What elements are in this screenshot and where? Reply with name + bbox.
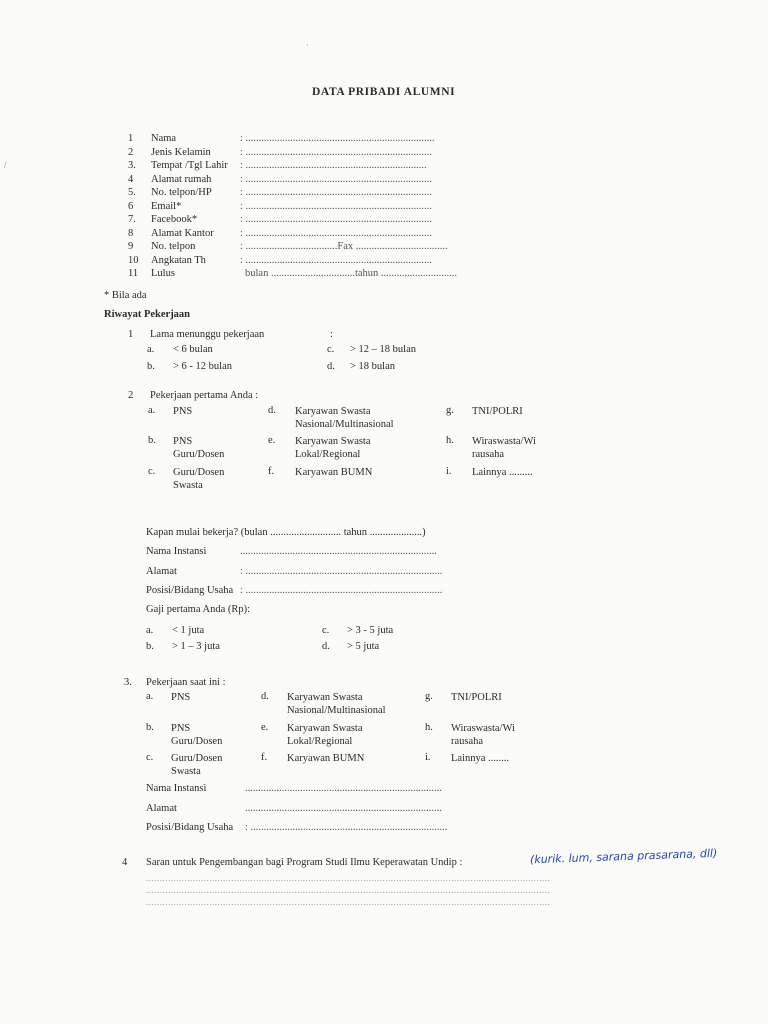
q1-option-text: > 18 bulan bbox=[350, 361, 395, 372]
q1-option-letter: a. bbox=[147, 344, 155, 355]
q1-colon: : bbox=[330, 329, 333, 340]
q3-field-fill: ........................................................................... bbox=[245, 802, 442, 814]
q2-option-letter: a. bbox=[148, 405, 156, 416]
q3-option-text: Wiraswasta/Wi rausaha bbox=[451, 723, 515, 747]
personal-item-fill: : ....................................................................... bbox=[240, 173, 432, 185]
q2-option-text: Lainnya ......... bbox=[472, 467, 533, 478]
q2-option-letter: f. bbox=[268, 466, 275, 477]
q1-option-text: > 6 - 12 bulan bbox=[173, 361, 232, 372]
q2-option-text: Karyawan BUMN bbox=[295, 467, 373, 478]
q3-option-letter: d. bbox=[261, 691, 269, 702]
q2-salary-label: Gaji pertama Anda (Rp): bbox=[146, 604, 251, 615]
q2-option-letter: i. bbox=[446, 466, 452, 477]
work-history-heading: Riwayat Pekerjaan bbox=[104, 309, 191, 320]
personal-item-fill: : ....................................................................... bbox=[240, 214, 432, 225]
q2-option-text: Karyawan Swasta Lokal/Regional bbox=[295, 436, 371, 460]
q2-option-text: PNS Guru/Dosen bbox=[173, 436, 225, 460]
q2-field-fill: : ........................................................................... bbox=[240, 565, 443, 577]
q2-field-fill: : ........................................................................... bbox=[240, 585, 443, 596]
q1-option-text: < 6 bulan bbox=[173, 344, 213, 355]
q2-salary-letter: b. bbox=[146, 641, 154, 652]
q2-salary-text: > 1 – 3 juta bbox=[172, 641, 220, 652]
q2-start-date: Kapan mulai bekerja? (bulan ........................... tahun ....................) bbox=[146, 527, 426, 538]
q3-option-text: Karyawan Swasta Lokal/Regional bbox=[287, 723, 363, 747]
q2-option-text: Wiraswasta/Wi rausaha bbox=[472, 436, 536, 460]
personal-item-number: 2 bbox=[128, 146, 134, 158]
personal-item-number: 11 bbox=[128, 268, 139, 279]
q3-option-letter: g. bbox=[425, 691, 433, 702]
q2-option-text: PNS bbox=[173, 406, 193, 417]
q3-option-text: Lainnya ........ bbox=[451, 753, 510, 764]
q2-field-label: Posisi/Bidang Usaha bbox=[146, 585, 234, 596]
q2-salary-letter: d. bbox=[322, 641, 330, 652]
personal-item-number: 4 bbox=[128, 173, 134, 185]
q3-field-fill: : ........................................................................... bbox=[245, 822, 448, 833]
q2-salary-letter: c. bbox=[322, 625, 330, 636]
personal-item-fill: : ....................................................................... bbox=[240, 254, 432, 266]
q3-field-label: Alamat bbox=[146, 802, 177, 814]
q3-option-text: Karyawan Swasta Nasional/Multinasional bbox=[287, 692, 386, 716]
q3-text: Pekerjaan saat ini : bbox=[146, 677, 226, 688]
q2-option-letter: b. bbox=[148, 435, 156, 446]
q4-text: Saran untuk Pengembangan bagi Program Studi Ilmu Keperawatan Undip : bbox=[146, 857, 463, 868]
personal-item-label: Angkatan Th bbox=[151, 254, 206, 266]
q3-option-letter: c. bbox=[146, 752, 154, 763]
page-title: DATA PRIBADI ALUMNI bbox=[312, 86, 456, 98]
personal-item-number: 9 bbox=[128, 241, 134, 252]
personal-item-fill: : ....................................................................... bbox=[240, 227, 432, 239]
q2-salary-text: < 1 juta bbox=[172, 625, 205, 636]
personal-item-number: 5. bbox=[128, 187, 136, 198]
personal-item-label: Tempat /Tgl Lahir bbox=[151, 160, 228, 171]
personal-item-label: Alamat rumah bbox=[151, 173, 212, 185]
q3-option-text: TNI/POLRI bbox=[451, 692, 502, 703]
personal-item-number: 8 bbox=[128, 227, 134, 239]
personal-item-fill: bulan ................................tahun ............................. bbox=[245, 268, 458, 279]
q4-answer-line: ................................................................................................................................................... bbox=[146, 897, 551, 907]
q2-number: 2 bbox=[128, 390, 134, 401]
q3-field-label: Posisi/Bidang Usaha bbox=[146, 822, 234, 833]
q2-option-letter: d. bbox=[268, 405, 276, 416]
q3-field-label: Nama Instansi bbox=[146, 783, 207, 794]
q4-answer-line: ................................................................................................................................................... bbox=[146, 885, 551, 895]
personal-item-label: No. telpon bbox=[151, 241, 196, 252]
q2-salary-text: > 5 juta bbox=[347, 641, 380, 652]
q2-option-text: Guru/Dosen Swasta bbox=[173, 467, 225, 491]
personal-item-label: Lulus bbox=[151, 268, 175, 279]
q3-option-text: PNS bbox=[171, 692, 191, 703]
personal-item-number: 10 bbox=[128, 254, 139, 266]
personal-item-fill: : ........................................................................ bbox=[240, 133, 435, 144]
q3-option-letter: a. bbox=[146, 691, 154, 702]
q2-field-label: Alamat bbox=[146, 565, 177, 577]
personal-item-number: 3. bbox=[128, 160, 136, 171]
personal-item-fill: : ....................................................................... bbox=[240, 200, 432, 212]
q4-answer-line: ................................................................................................................................................... bbox=[146, 873, 551, 883]
q2-field-label: Nama Instansi bbox=[146, 546, 207, 557]
personal-item-label: Facebook* bbox=[151, 214, 198, 225]
q3-option-letter: f. bbox=[261, 752, 268, 763]
q3-number: 3. bbox=[124, 677, 132, 688]
scan-speck: · bbox=[306, 40, 309, 50]
personal-item-number: 1 bbox=[128, 133, 134, 144]
scan-mark: / bbox=[4, 160, 7, 170]
q2-option-letter: g. bbox=[446, 405, 454, 416]
q2-option-letter: h. bbox=[446, 435, 454, 446]
q3-option-letter: i. bbox=[425, 752, 431, 763]
q3-option-letter: e. bbox=[261, 722, 269, 733]
q3-option-letter: b. bbox=[146, 722, 154, 733]
personal-item-label: Alamat Kantor bbox=[151, 227, 214, 239]
q2-option-text: Karyawan Swasta Nasional/Multinasional bbox=[295, 406, 394, 430]
personal-item-label: No. telpon/HP bbox=[151, 187, 212, 198]
q1-option-letter: d. bbox=[327, 361, 335, 372]
q2-field-fill: ........................................................................... bbox=[240, 546, 437, 557]
personal-item-fill: : ....................................................................... bbox=[240, 146, 432, 158]
q2-text: Pekerjaan pertama Anda : bbox=[150, 390, 259, 401]
personal-item-fill: : ...................................Fax ................................... bbox=[240, 241, 448, 252]
q3-option-text: PNS Guru/Dosen bbox=[171, 723, 223, 747]
personal-item-fill: : ....................................................................... bbox=[240, 187, 432, 198]
q1-option-letter: c. bbox=[327, 344, 335, 355]
footnote: * Bila ada bbox=[104, 290, 147, 301]
q2-option-letter: c. bbox=[148, 466, 156, 477]
q4-handwritten-note: (kurik. lum, sarana prasarana, dll) bbox=[529, 846, 718, 867]
q4-number: 4 bbox=[122, 857, 128, 868]
personal-item-label: Nama bbox=[151, 133, 177, 144]
q3-field-fill: ........................................................................... bbox=[245, 783, 442, 794]
personal-item-number: 7. bbox=[128, 214, 136, 225]
q2-salary-letter: a. bbox=[146, 625, 154, 636]
personal-item-number: 6 bbox=[128, 200, 134, 212]
q3-option-letter: h. bbox=[425, 722, 433, 733]
q1-option-letter: b. bbox=[147, 361, 155, 372]
q1-number: 1 bbox=[128, 329, 134, 340]
personal-item-fill: : ..................................................................... bbox=[240, 160, 427, 171]
q3-option-text: Karyawan BUMN bbox=[287, 753, 365, 764]
q3-option-text: Guru/Dosen Swasta bbox=[171, 753, 223, 777]
personal-item-label: Jenis Kelamin bbox=[151, 146, 211, 158]
q2-salary-text: > 3 - 5 juta bbox=[347, 625, 394, 636]
personal-item-label: Email* bbox=[151, 200, 182, 212]
q1-text: Lama menunggu pekerjaan bbox=[150, 329, 265, 340]
q2-option-letter: e. bbox=[268, 435, 276, 446]
q1-option-text: > 12 – 18 bulan bbox=[350, 344, 416, 355]
q2-option-text: TNI/POLRI bbox=[472, 406, 523, 417]
